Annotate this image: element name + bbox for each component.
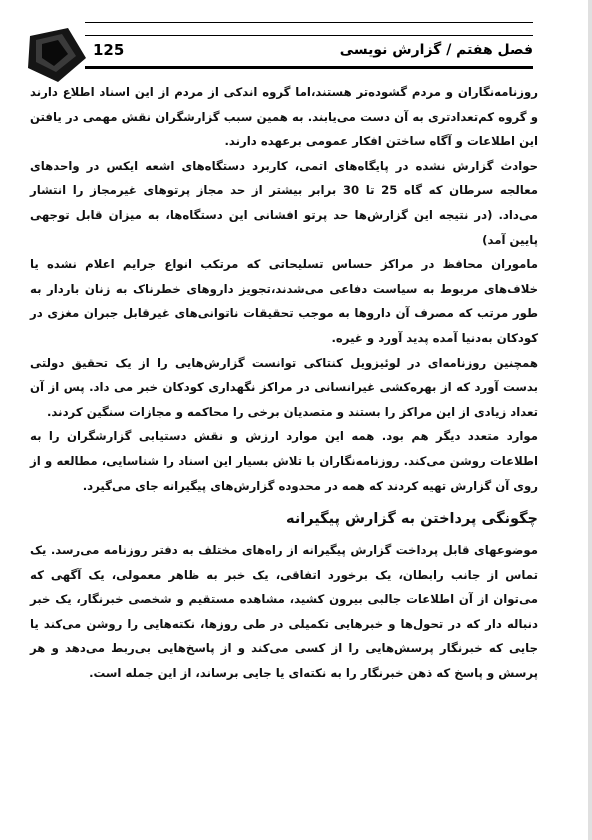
paragraph: ماموران محافظ در مراکز حساس تسلیحاتی که مرتکب انواع جرایم اعلام نشده یا خلاف‌های مربوط به سیاست دفاعی می‌شدند،تجویز داروهای خطرناک به زنان باردار به طور مرتب که مصرف آن داروها به موجب تحقیقات ناتوانی‌های غیرقابل جبران مغزی در کودکان به‌دنیا آمده پدید آورد و غیره. — [30, 257, 538, 345]
section-heading: چگونگی پرداختن به گزارش پیگیرانه — [286, 511, 538, 528]
paragraph: حوادث گزارش نشده در پایگاه‌های اتمی، کاربرد دستگاه‌های اشعه ایکس در واحدهای معالجه سرطان که گاه 25 تا 30 برابر بیشتر از حد مجاز پرتوهای غیرمجاز را انتشار می‌داد. (در نتیجه این گزارش‌ها حد پرتو افشانی این دستگاه‌ها، به میزان قابل توجهی پایین آمد) — [30, 158, 538, 247]
page-content — [30, 80, 538, 686]
paragraph: موارد متعدد دیگر هم بود. همه این موارد ارزش و نقش دستیابی گزارشگران را به اطلاعات روشن می‌کند. روزنامه‌نگاران با تلاش بسیار این اسناد را شناسایی، مطالعه و از روی آن گزارش تهیه کردند که همه در محدوده گزارش‌های پیگیرانه جای می‌گیرد. — [30, 429, 538, 493]
page-header — [85, 35, 533, 69]
page-edge-shadow — [588, 0, 592, 840]
corner-decoration-icon — [28, 28, 88, 83]
chapter-title: فصل هفتم / گزارش نویسی — [339, 42, 533, 58]
paragraph: همچنین روزنامه‌ای در لوئیزویل کنتاکی توانست گزارش‌هایی را از یک تحقیق دولتی بدست آورد که از بهره‌کشی غیرانسانی در مراکز نگهداری کودکان خبر می داد. پس از آن تعداد زیادی از این مراکز را بستند و متصدیان برخی را محاکمه و مجازات سنگین کردند. — [30, 355, 538, 419]
paragraph: روزنامه‌نگاران و مردم گشوده‌تر هستند،اما گروه اندکی از مردم از این اسناد اطلاع دارند و گروه کم‌تعدادتری به آن دست می‌یابند. به همین سبب گزارشگران نقش مهمی در یافتن این اطلاعات و آگاه ساختن افکار عمومی برعهده دارند. — [30, 85, 538, 149]
paragraph: موضوعهای قابل پرداخت گزارش پیگیرانه از راه‌های مختلف به دفتر روزنامه می‌رسد. یک تماس از جانب رابطان، یک برخورد اتفاقی، یک خبر به ظاهر معمولی، یک آگهی که می‌توان از آن اطلاعات جالبی بیرون کشید، مشاهده مستقیم و شخصی خبرنگار، یک خبر دنباله دار که در تحول‌ها و خبرهایی تکمیلی در طی روزها، نکته‌هایی را روشن می‌کند یا جایی که خبرنگار پرسش‌هایی را از کسی می‌کند و از پاسخ‌هایی بی‌ربط می‌دهد و هر پرسش و پاسخ که ذهن خبرنگار را به نکته‌ای یا جایی برساند، از این جمله است. — [30, 543, 538, 681]
top-rule — [85, 22, 533, 23]
page-number: 125 — [93, 41, 125, 59]
